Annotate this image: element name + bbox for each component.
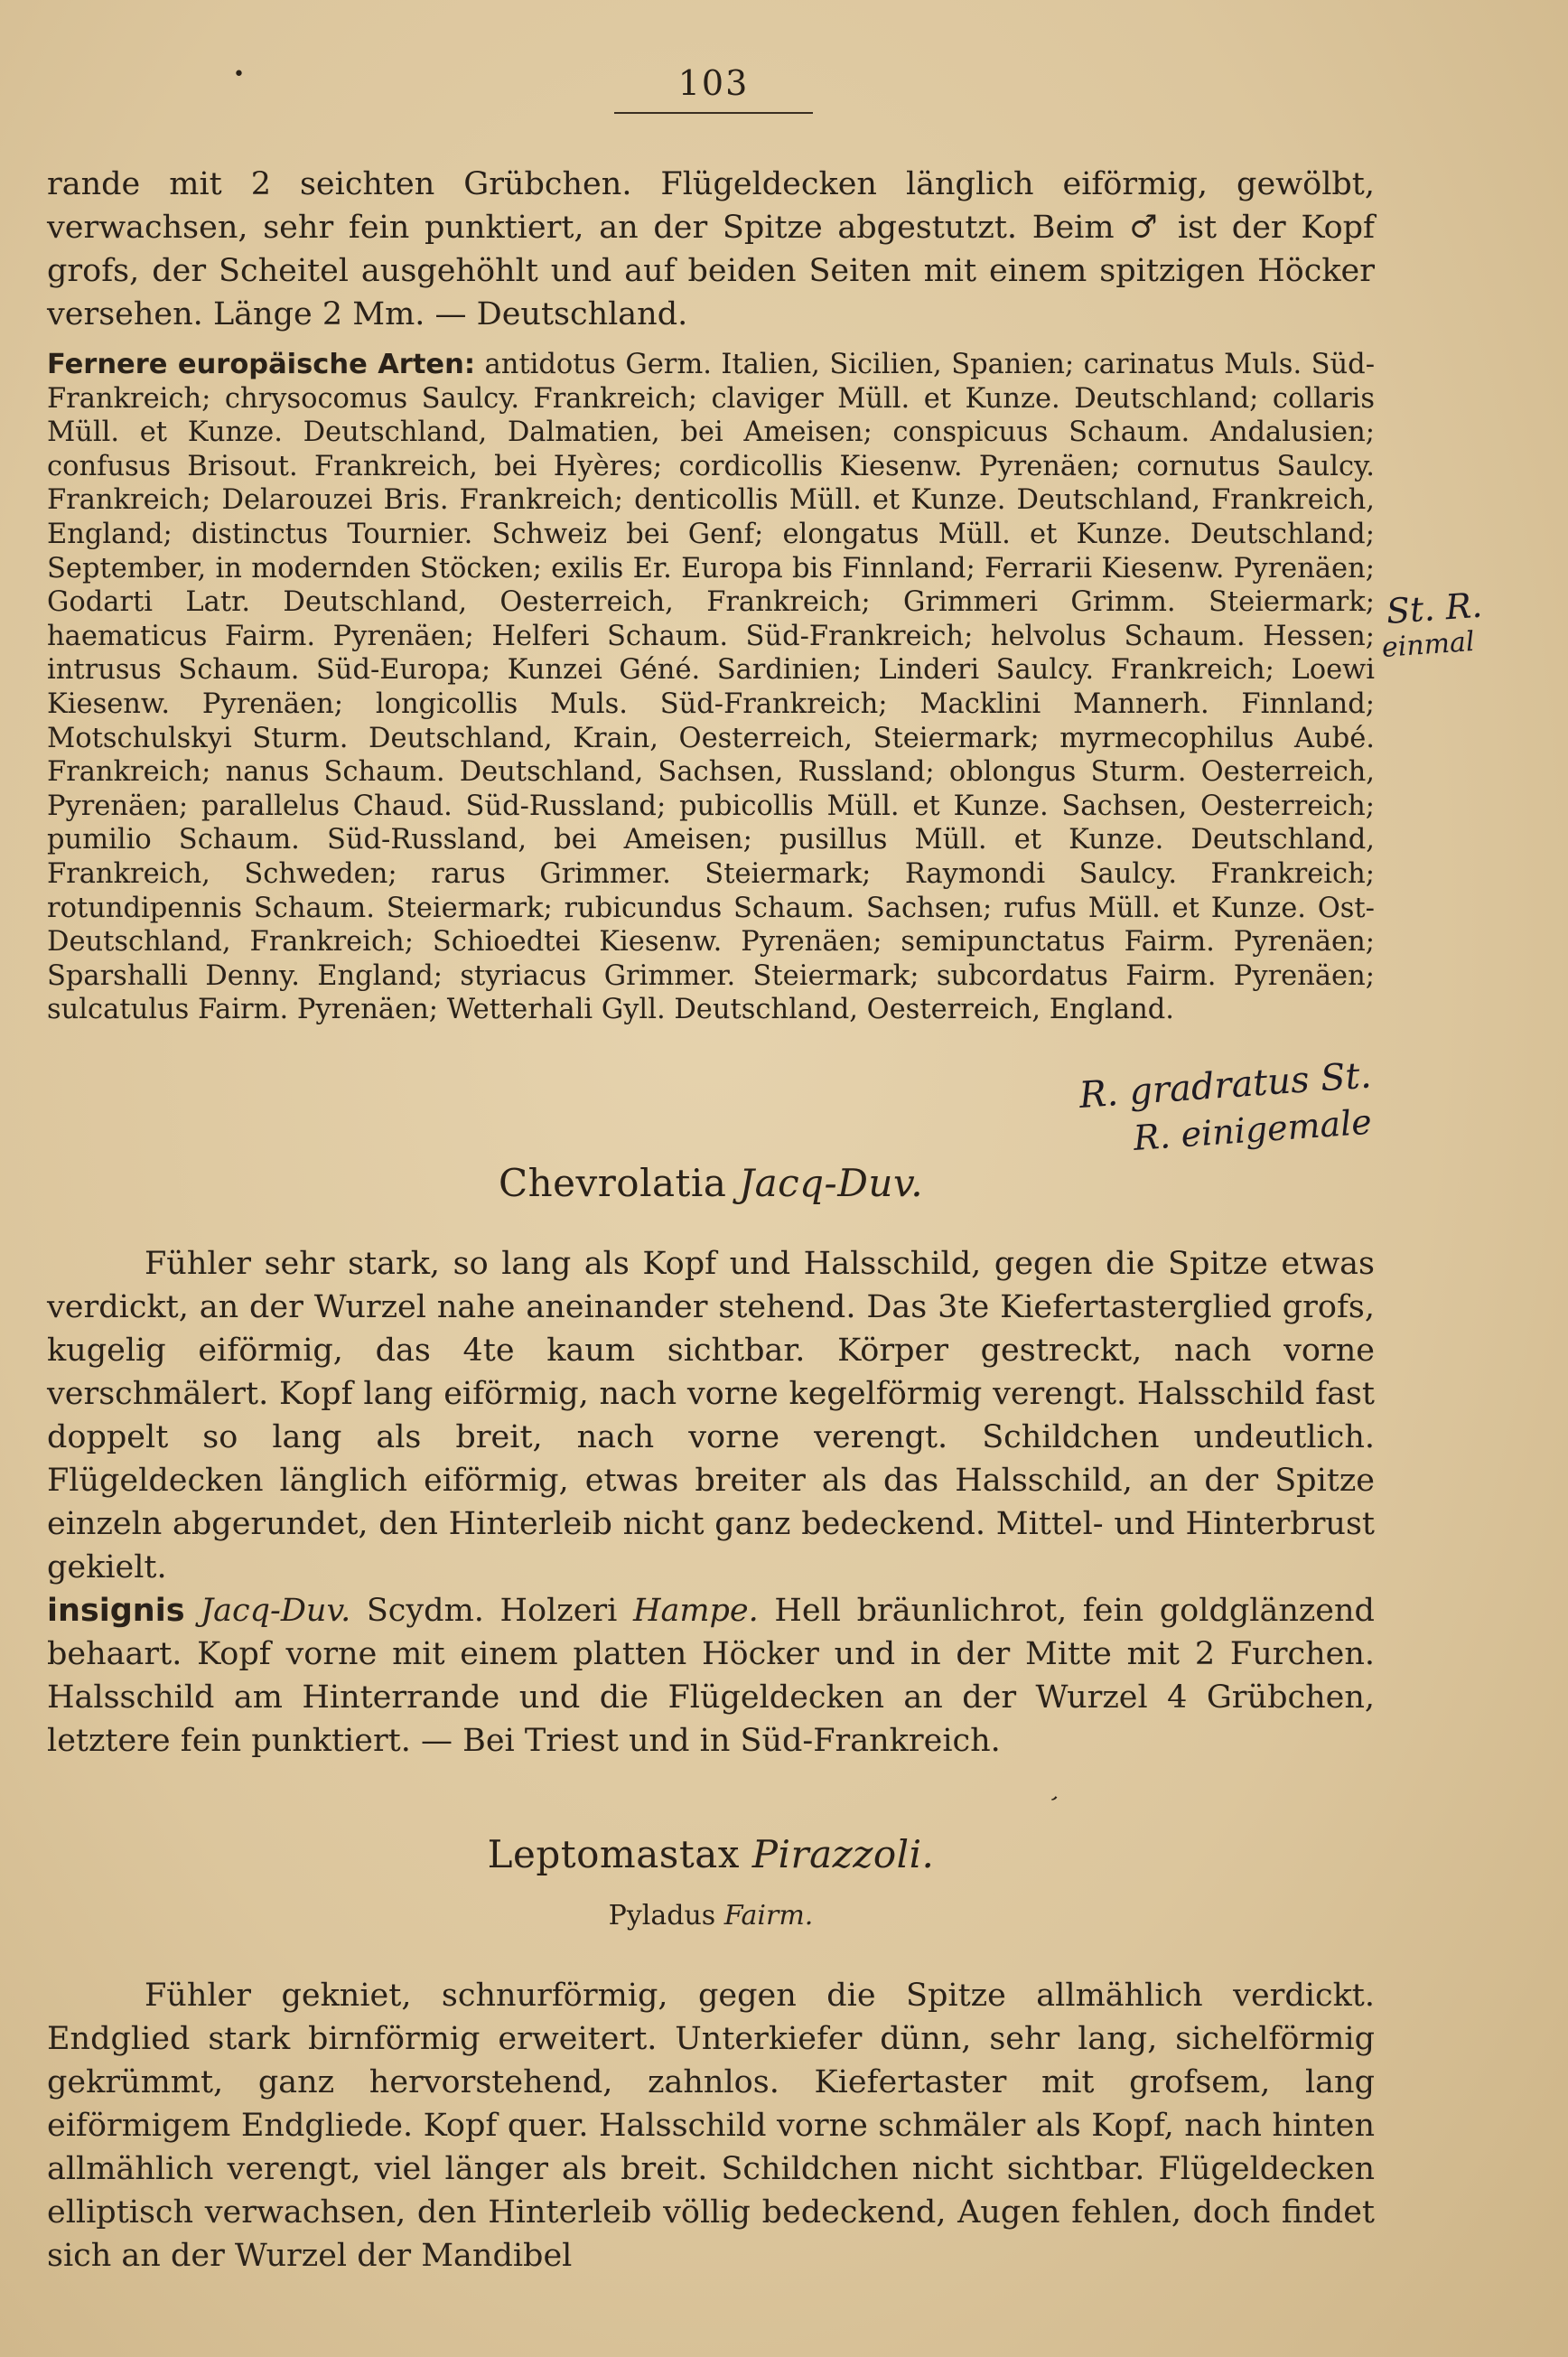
handwritten-note-godarti: St. R.: [1385, 585, 1484, 631]
leptomastax-description: Fühler gekniet, schnurförmig, gegen die Spitze allmählich verdickt. Endglied stark birnförmig erweitert. Unterkiefer dünn, sehr lang, sichelförmig gekrümmt, ganz hervorstehend, zahnlos. Kiefertaster mit grofsem, lang eiförmigem Endgliede. Kopf quer. Halsschild vorne schmäler als Kopf, nach hinten allmählich verengt, viel länger als breit. Schildchen nicht sichtbar. Flügeldecken elliptisch verwachsen, den Hinterleib völlig bedeckend, Augen fehlen, doch findet sich an der Wurzel der Mandibel: [47, 1978, 1375, 2274]
chevrolatia-heading: [47, 1161, 1375, 1205]
species-list-text: antidotus Germ. Italien, Sicilien, Spanien; carinatus Muls. Süd-Frankreich; chrysocomus Saulcy. Frankreich; claviger Müll. et Kunze. Deutschland; collaris Müll. et Kunze. Deutschland, Dalmatien, bei Ameisen; conspicuus Schaum. Andalusien; confusus Brisout. Frankreich, bei Hyères; cordicollis Kiesenw. Pyrenäen; cornutus Saulcy. Frankreich; Delarouzei Bris. Frankreich; denticollis Müll. et Kunze. Deutschland, Frankreich, England; distinctus Tournier. Schweiz bei Genf; elongatus Müll. et Kunze. Deutschland; September, in modernden Stöcken; exilis Er. Europa bis Finnland; Ferrarii Kiesenw. Pyrenäen; Godarti Latr. Deutschland, Oesterreich, Frankreich; Grimmeri Grimm. Steiermark; haematicus Fairm. Pyrenäen; Helferi Schaum. Süd-Frankreich; helvolus Schaum. Hessen; intrusus Schaum. Süd-Europa; Kunzei Géné. Sardinien; Linderi Saulcy. Frankreich; Loewi Kiesenw. Pyrenäen; longicollis Muls. Süd-Frankreich; Macklini Mannerh. Finnland; Motschulskyi Sturm. Deutschland, Krain, Oesterreich, Steiermark; myrmecophilus Aubé. Frankreich; nanus Schaum. Deutschland, Sachsen, Russland; oblongus Sturm. Oesterreich, Pyrenäen; parallelus Chaud. Süd-Russland; pubicollis Müll. et Kunze. Sachsen, Oesterreich; pumilio Schaum. Süd-Russland, bei Ameisen; pusillus Müll. et Kunze. Deutschland, Frankreich, Schweden; rarus Grimmer. Steiermark; Raymondi Saulcy. Frankreich; rotundipennis Schaum. Steiermark; rubicundus Schaum. Sachsen; rufus Müll. et Kunze. Ost-Deutschland, Frankreich; Schioedtei Kiesenw. Pyrenäen; semipunctatus Fairm. Pyrenäen; Sparshalli Denny. England; styriacus Grimmer. Steiermark; subcordatus Fairm. Pyrenäen; sulcatulus Fairm. Pyrenäen; Wetterhali Gyll. Deutschland, Oesterreich, England.: [47, 349, 1376, 1026]
intro-paragraph: rande mit 2 seichten Grübchen. Flügeldecken länglich eiförmig, gewölbt, verwachsen, sehr fein punktiert, an der Spitze abgestutzt. Beim ♂ ist der Kopf grofs, der Scheitel ausgehöhlt und auf beiden Seiten mit einem spitzigen Höcker versehen. Länge 2 Mm. — Deutschland.: [47, 166, 1375, 332]
handwritten-note-end-2: R. einigemale: [1132, 1101, 1374, 1158]
synonym-name: Pyladus: [608, 1900, 716, 1931]
species-list-heading: Fernere europäische Arten:: [47, 349, 476, 380]
species-list-section: [47, 348, 1375, 1027]
synonym-author: Fairm.: [723, 1900, 814, 1931]
genus-name: Chevrolatia: [498, 1161, 727, 1205]
genus-title-chevrolatia: [47, 1161, 1375, 1205]
chevrolatia-description: Fühler sehr stark, so lang als Kopf und Halsschild, gegen die Spitze etwas verdickt, an der Wurzel nahe aneinander stehend. Das 3te Kiefertasterglied grofs, kugelig eiförmig, das 4te kaum sichtbar. Körper gestreckt, nach vorne verschmälert. Kopf lang eiförmig, nach vorne kegelförmig verengt. Halsschild fast doppelt so lang als breit, nach vorne verengt. Schildchen undeutlich. Flügeldecken länglich eiförmig, etwas breiter als das Halsschild, an der Spitze einzeln abgerundet, den Hinterleib nicht ganz bedeckend. Mittel- und Hinterbrust gekielt.: [47, 1246, 1375, 1585]
species-name: insignis: [47, 1593, 185, 1629]
genus-name: Leptomastax: [487, 1832, 740, 1876]
ink-mark: ,: [1049, 1779, 1069, 1806]
leptomastax-section: [47, 1974, 1375, 2277]
insignis-paragraph: [47, 1589, 1375, 1763]
intro-section: [47, 163, 1375, 336]
genus-author: Pirazzoli.: [751, 1832, 935, 1876]
species-author: Jacq-Duv.: [201, 1593, 351, 1629]
species-synonym-author: Hampe.: [632, 1593, 759, 1629]
ink-dot: •: [233, 63, 245, 86]
handwritten-note-haema: einmal: [1380, 625, 1476, 664]
page-number: 103: [614, 63, 813, 114]
species-synonym: Scydm. Holzeri: [366, 1593, 618, 1629]
species-text: Hell bräunlichrot, fein goldglänzend behaart. Kopf vorne mit einem platten Höcker und in der Mitte mit 2 Furchen. Halsschild am Hinterrande und die Flügeldecken an der Wurzel 4 Grübchen, letztere fein punktiert. — Bei Triest und in Süd-Frankreich.: [47, 1593, 1375, 1759]
leptomastax-synonym-line: [47, 1900, 1375, 1931]
genus-title-leptomastax: [47, 1832, 1375, 1876]
leptomastax-heading: [47, 1832, 1375, 1876]
species-list-paragraph: [47, 348, 1375, 1027]
handwritten-note-end-1: R. gradratus St.: [1078, 1054, 1373, 1117]
chevrolatia-section: [47, 1242, 1375, 1763]
genus-author: Jacq-Duv.: [739, 1161, 924, 1205]
